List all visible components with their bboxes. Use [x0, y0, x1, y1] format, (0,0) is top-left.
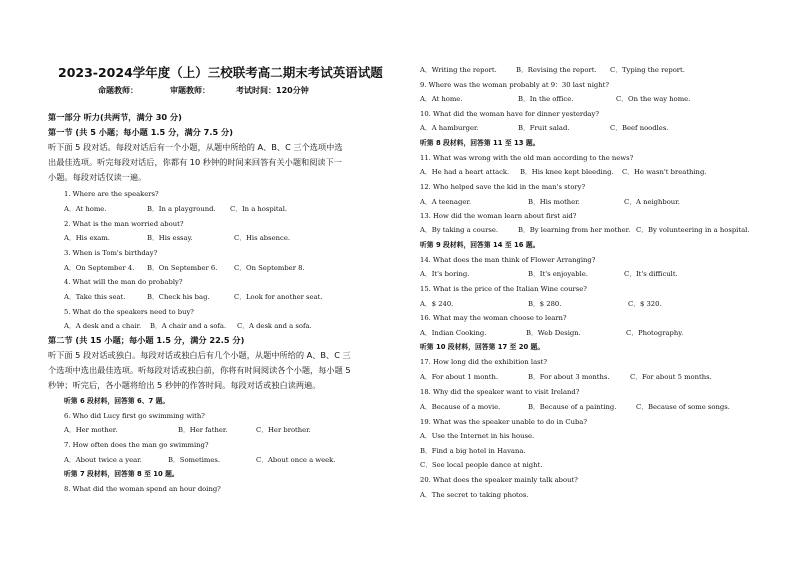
- option-a: A．For about 1 month.: [420, 373, 498, 381]
- option-c: C．A desk and a sofa.: [237, 322, 312, 330]
- option-a: A．About twice a year.: [64, 456, 142, 464]
- question-stem: 6. Who did Lucy first go swimming with?: [64, 412, 205, 420]
- question-stem: 11. What was wrong with the old man according to the news?: [420, 154, 634, 162]
- author-label: 命题教师：: [98, 86, 138, 95]
- question-stem: 3. When is Tom's birthday?: [64, 249, 158, 257]
- option-a: A．A teenager.: [420, 198, 472, 206]
- option-a: A．It's boring.: [420, 270, 470, 278]
- option-b: B．Find a big hotel in Havana.: [420, 447, 526, 455]
- part1-heading: 第一部分 听力(共两节，满分 30 分): [48, 112, 182, 122]
- option-b: B．In the office.: [518, 95, 574, 103]
- section2-instruction-line: 秒钟；听完后，各小题将给出 5 秒钟的作答时间。每段对话或独白读两遍。: [48, 380, 321, 390]
- option-b: B．$ 280.: [528, 300, 562, 308]
- exam-time: 考试时间：120分钟: [236, 86, 309, 95]
- option-c: C．It's difficult.: [624, 270, 678, 278]
- material-hint: 听第 9 段材料，回答第 14 至 16 题。: [420, 241, 540, 249]
- section1-instruction-line: 出最佳选项。听完每段对话后，你都有 10 秒钟的时间来回答有关小题和阅读下一: [48, 157, 342, 167]
- material-hint: 听第 7 段材料，回答第 8 至 10 题。: [64, 470, 179, 478]
- option-b: B．Web Design.: [526, 329, 581, 337]
- option-b: B．Sometimes.: [168, 456, 221, 464]
- option-a: A．His exam.: [64, 234, 110, 242]
- option-b: B．It's enjoyable.: [528, 270, 588, 278]
- question-stem: 19. What was the speaker unable to do in Cuba?: [420, 418, 587, 426]
- option-b: B．In a playground.: [147, 205, 216, 213]
- option-b: B．Because of a painting.: [528, 403, 617, 411]
- option-c: C．His absence.: [234, 234, 291, 242]
- option-a: A．Her mother.: [64, 426, 118, 434]
- question-stem: 13. How did the woman learn about first aid?: [420, 212, 577, 220]
- section1-heading: 第一节 (共 5 小题；每小题 1.5 分，满分 7.5 分): [48, 127, 233, 137]
- option-a: A．The secret to taking photos.: [420, 491, 529, 499]
- option-c: C．Typing the report.: [610, 66, 685, 74]
- question-stem: 18. Why did the speaker want to visit Ireland?: [420, 388, 580, 396]
- question-stem: 4. What will the man do probably?: [64, 278, 183, 286]
- question-stem: 16. What may the woman choose to learn?: [420, 314, 567, 322]
- question-stem: 8. What did the woman spend an hour doing?: [64, 485, 221, 493]
- option-b: B．Her father.: [178, 426, 228, 434]
- option-c: C．Look for another seat.: [234, 293, 323, 301]
- option-b: B．Check his bag.: [147, 293, 210, 301]
- material-hint: 听第 8 段材料，回答第 11 至 13 题。: [420, 139, 540, 147]
- option-c: C．Photography.: [626, 329, 684, 337]
- option-c: C．In a hospital.: [230, 205, 288, 213]
- option-c: C．By volunteering in a hospital.: [636, 226, 750, 234]
- option-b: B．For about 3 months.: [528, 373, 610, 381]
- section1-instruction-line: 小题。每段对话仅读一遍。: [48, 172, 147, 182]
- question-stem: 1. Where are the speakers?: [64, 190, 159, 198]
- option-b: B．Revising the report.: [516, 66, 597, 74]
- option-a: A．At home.: [420, 95, 463, 103]
- option-b: B．By learning from her mother.: [518, 226, 631, 234]
- exam-title: 2023-2024学年度（上）三校联考高二期末考试英语试题: [58, 65, 383, 80]
- question-stem: 10. What did the woman have for dinner yesterday?: [420, 110, 599, 118]
- question-stem: 17. How long did the exhibition last?: [420, 358, 548, 366]
- material-hint: 听第 10 段材料，回答第 17 至 20 题。: [420, 343, 545, 351]
- option-c: C．On September 8.: [234, 264, 305, 272]
- option-a: A．By taking a course.: [420, 226, 499, 234]
- section2-instruction-line: 个选项中选出最佳选项。听每段对话或独白前，你将有时间阅读各个小题，每小题 5: [48, 365, 351, 375]
- option-c: C．He wasn't breathing.: [622, 168, 707, 176]
- option-c: C．About once a week.: [256, 456, 336, 464]
- question-stem: 7. How often does the man go swimming?: [64, 441, 209, 449]
- option-c: C．For about 5 months.: [630, 373, 712, 381]
- option-c: C．$ 320.: [628, 300, 662, 308]
- question-stem: 12. Who helped save the kid in the man's story?: [420, 183, 586, 191]
- option-c: C．A neighbour.: [624, 198, 680, 206]
- option-a: A．On September 4.: [64, 264, 135, 272]
- reviewer-label: 审题教师：: [170, 86, 210, 95]
- option-b: B．On September 6.: [147, 264, 218, 272]
- option-a: A．Because of a movie.: [420, 403, 501, 411]
- option-c: C．See local people dance at night.: [420, 461, 543, 469]
- option-b: B．Fruit salad.: [518, 124, 570, 132]
- option-c: C．Beef noodles.: [610, 124, 669, 132]
- option-c: C．On the way home.: [616, 95, 691, 103]
- option-a: A．$ 240.: [420, 300, 454, 308]
- option-c: C．Because of some songs.: [636, 403, 730, 411]
- option-a: A．Indian Cooking.: [420, 329, 487, 337]
- question-stem: 15. What is the price of the Italian Wine course?: [420, 285, 587, 293]
- option-a: A．Take this seat.: [64, 293, 126, 301]
- option-c: C．Her brother.: [256, 426, 311, 434]
- question-stem: 5. What do the speakers need to buy?: [64, 308, 194, 316]
- section2-heading: 第二节 (共 15 小题；每小题 1.5 分，满分 22.5 分): [48, 335, 245, 345]
- question-stem: 14. What does the man think of Flower Arranging?: [420, 256, 596, 264]
- option-a: A．A hamburger.: [420, 124, 479, 132]
- section1-instruction-line: 听下面 5 段对话。每段对话后有一个小题，从题中所给的 A、B、C 三个选项中选: [48, 142, 343, 152]
- option-a: A．He had a heart attack.: [420, 168, 510, 176]
- option-b: B．A chair and a sofa.: [150, 322, 227, 330]
- option-b: B．His essay.: [147, 234, 193, 242]
- section2-instruction-line: 听下面 5 段对话或独白。每段对话或独白后有几个小题，从题中所给的 A、B、C 三: [48, 350, 351, 360]
- option-a: A．At home.: [64, 205, 107, 213]
- question-stem: 2. What is the man worried about?: [64, 220, 184, 228]
- option-b: B．His knee kept bleeding.: [520, 168, 614, 176]
- option-a: A．Use the Internet in his house.: [420, 432, 535, 440]
- option-b: B．His mother.: [528, 198, 580, 206]
- option-a: A．A desk and a chair.: [64, 322, 142, 330]
- material-hint: 听第 6 段材料，回答第 6、7 题。: [64, 397, 170, 405]
- question-stem: 9. Where was the woman probably at 9：30 last night?: [420, 81, 609, 89]
- option-a: A．Writing the report.: [420, 66, 497, 74]
- question-stem: 20. What does the speaker mainly talk about?: [420, 476, 578, 484]
